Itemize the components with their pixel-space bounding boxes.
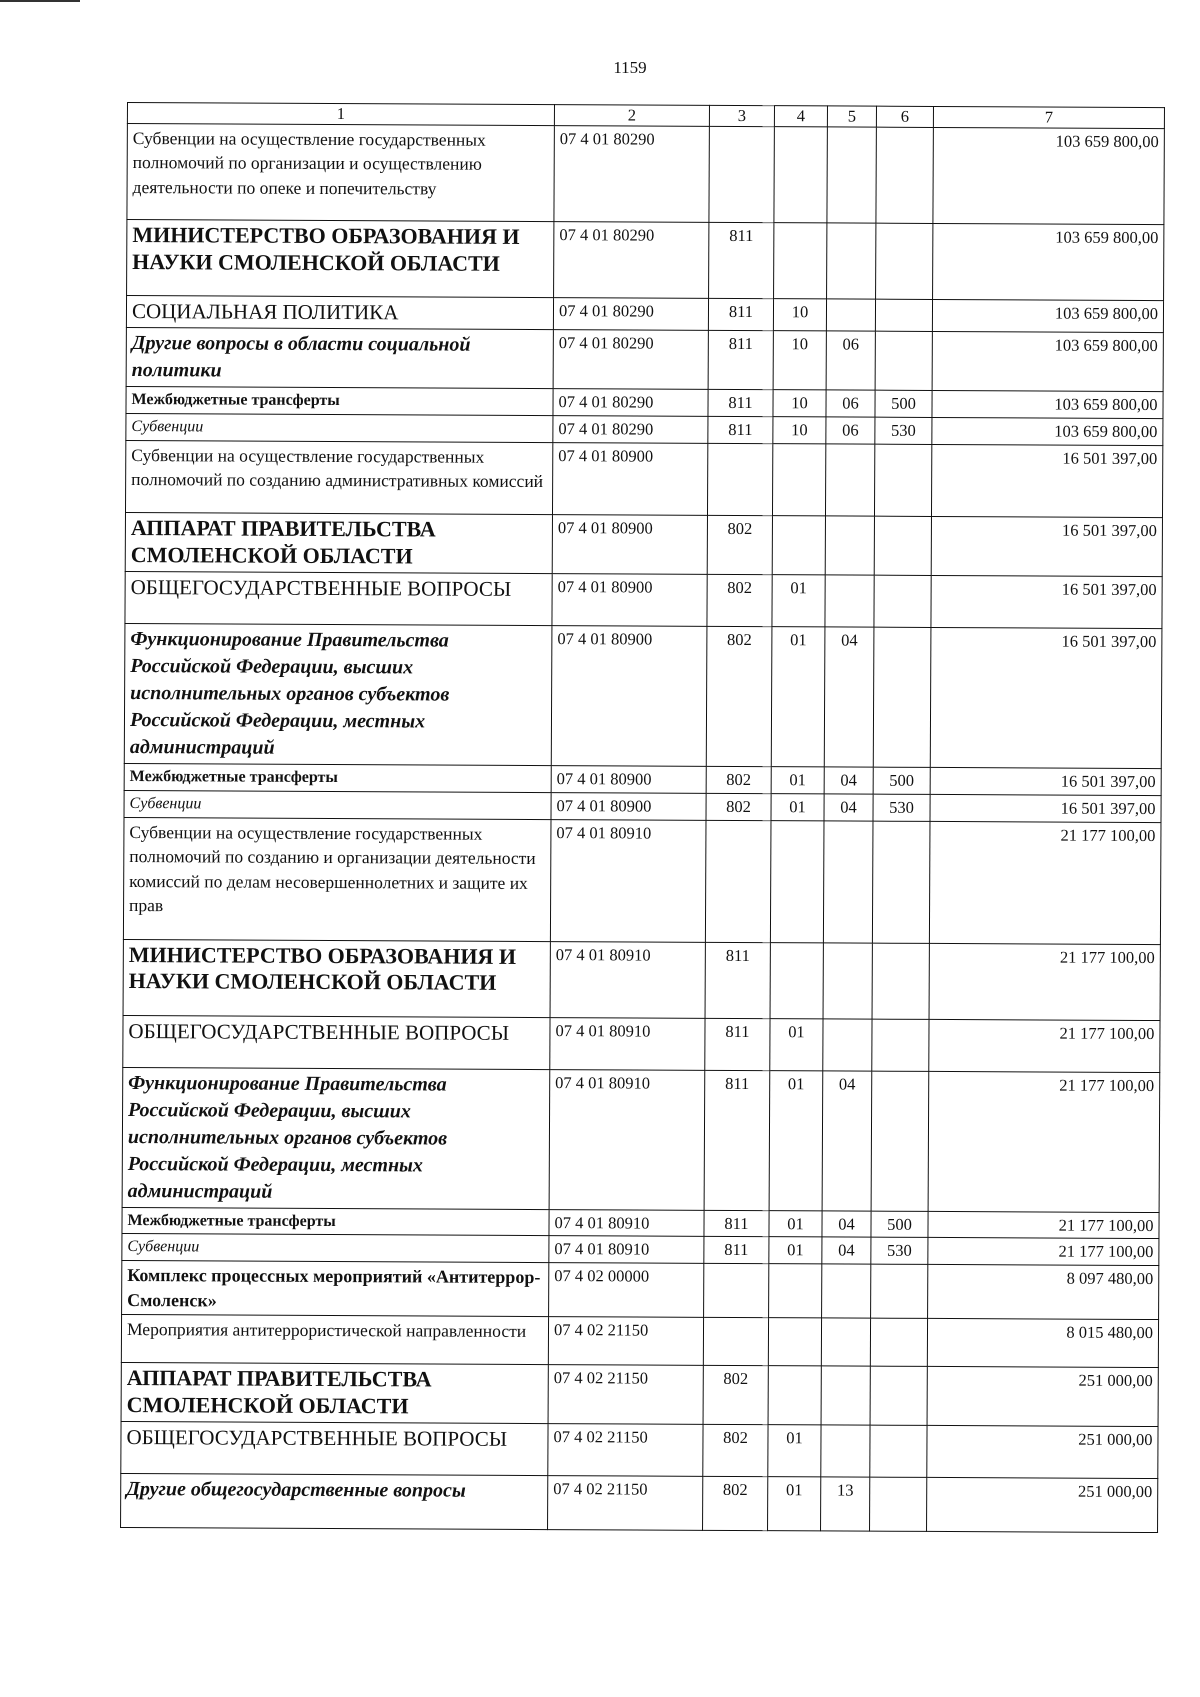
expense-type-cell (870, 1477, 927, 1531)
ministry-code-cell: 802 (707, 574, 772, 626)
expense-type-cell (872, 1019, 929, 1071)
row-name-cell: Мероприятия антитеррористической направленности (121, 1314, 548, 1364)
subsection-code-cell: 04 (822, 1210, 871, 1237)
expense-type-cell (874, 516, 931, 575)
ministry-code-cell: 811 (709, 222, 774, 298)
table-row (125, 440, 1162, 517)
amount-cell: 16 501 397,00 (931, 516, 1162, 576)
amount-cell: 103 659 800,00 (932, 417, 1163, 445)
subsection-code-cell: 04 (822, 1237, 871, 1264)
row-name-cell: Межбюджетные трансферты (126, 387, 553, 416)
target-code-cell: 07 4 02 21150 (548, 1365, 703, 1424)
target-code-cell: 07 4 01 80900 (551, 792, 706, 820)
subsection-code-cell: 04 (824, 793, 873, 820)
target-code-cell: 07 4 01 80900 (552, 515, 707, 574)
row-name-cell: Межбюджетные трансферты (122, 1207, 549, 1236)
row-name-cell: АППАРАТ ПРАВИТЕЛЬСТВА СМОЛЕНСКОЙ ОБЛАСТИ (121, 1362, 548, 1423)
expense-type-cell (870, 1318, 927, 1366)
row-name-cell: Другие общегосударственные вопросы (121, 1473, 548, 1529)
amount-cell: 21 177 100,00 (929, 943, 1160, 1020)
row-name-cell: СОЦИАЛЬНАЯ ПОЛИТИКА (126, 295, 553, 329)
target-code-cell: 07 4 01 80910 (549, 1209, 704, 1237)
target-code-cell: 07 4 01 80290 (553, 330, 708, 390)
subsection-code-cell: 13 (821, 1477, 870, 1531)
section-code-cell: 01 (769, 1210, 822, 1237)
row-name-cell: ОБЩЕГОСУДАРСТВЕННЫЕ ВОПРОСЫ (123, 1015, 550, 1069)
subsection-code-cell (827, 127, 876, 223)
row-name-cell: ОБЩЕГОСУДАРСТВЕННЫЕ ВОПРОСЫ (125, 571, 552, 625)
section-code-cell (769, 1264, 822, 1318)
ministry-code-cell: 811 (708, 298, 773, 331)
ministry-code-cell (707, 443, 772, 515)
table-row (123, 1015, 1160, 1072)
section-code-cell (770, 942, 823, 1018)
section-code-cell (774, 126, 827, 222)
subsection-code-cell (821, 1425, 870, 1477)
column-header: 7 (933, 106, 1164, 128)
section-code-cell (772, 444, 825, 516)
ministry-code-cell (703, 1317, 768, 1365)
table-row (123, 817, 1161, 944)
amount-cell: 16 501 397,00 (930, 794, 1161, 822)
row-name-cell: Субвенции на осуществление государственных полномочий по созданию и организации деятельности комиссий по делам несовершеннолетних и защите их прав (123, 817, 551, 941)
target-code-cell: 07 4 01 80290 (553, 389, 708, 417)
amount-cell: 103 659 800,00 (932, 299, 1163, 332)
expense-type-cell (870, 1366, 927, 1425)
section-code-cell: 01 (771, 626, 825, 766)
amount-cell: 16 501 397,00 (930, 767, 1161, 795)
target-code-cell: 07 4 01 80910 (550, 941, 705, 1018)
target-code-cell: 07 4 01 80290 (553, 297, 708, 330)
amount-cell: 21 177 100,00 (929, 1019, 1160, 1072)
ministry-code-cell (704, 1264, 769, 1318)
row-name-cell: Субвенции (126, 414, 553, 443)
page-number: 1159 (613, 58, 647, 77)
section-code-cell (770, 820, 824, 942)
row-name-cell: АППАРАТ ПРАВИТЕЛЬСТВА СМОЛЕНСКОЙ ОБЛАСТИ (125, 512, 552, 573)
amount-cell: 21 177 100,00 (929, 821, 1161, 944)
ministry-code-cell (709, 126, 774, 222)
scan-edge-line (0, 0, 80, 2)
expense-type-cell (872, 821, 930, 943)
ministry-code-cell: 811 (704, 1210, 769, 1237)
target-code-cell: 07 4 01 80910 (550, 819, 706, 942)
budget-table (120, 102, 1165, 1533)
row-name-cell: Субвенции на осуществление государственных полномочий по организации и осуществлению деятельности по опеке и попечительству (127, 123, 554, 221)
subsection-code-cell: 06 (826, 417, 875, 444)
ministry-code-cell: 811 (708, 416, 773, 443)
section-code-cell: 10 (773, 390, 826, 417)
section-code-cell: 01 (771, 766, 824, 793)
ministry-code-cell: 811 (704, 1070, 770, 1210)
expense-type-cell: 500 (875, 390, 932, 417)
ministry-code-cell: 802 (707, 515, 772, 574)
column-header: 4 (774, 106, 827, 127)
table-row (126, 328, 1163, 392)
table-row (121, 1362, 1158, 1426)
section-code-cell: 01 (771, 793, 824, 820)
row-name-cell: МИНИСТЕРСТВО ОБРАЗОВАНИЯ И НАУКИ СМОЛЕНСКОЙ ОБЛАСТИ (123, 939, 550, 1017)
expense-type-cell (870, 1425, 927, 1477)
subsection-code-cell: 04 (822, 1070, 872, 1210)
ministry-code-cell: 802 (703, 1424, 768, 1476)
table-row (125, 571, 1162, 628)
ministry-code-cell: 811 (704, 1237, 769, 1264)
table-row (122, 1261, 1159, 1320)
ministry-code-cell: 802 (706, 766, 771, 793)
target-code-cell: 07 4 02 21150 (548, 1475, 703, 1530)
table-row (124, 623, 1162, 768)
target-code-cell: 07 4 01 80910 (550, 1017, 705, 1070)
target-code-cell: 07 4 01 80900 (551, 625, 707, 766)
row-name-cell: Комплекс процессных мероприятий «Антитеррор-Смоленск» (122, 1261, 549, 1317)
amount-cell: 103 659 800,00 (933, 127, 1164, 224)
subsection-code-cell (822, 1264, 871, 1318)
section-code-cell: 10 (773, 417, 826, 444)
column-header: 6 (876, 106, 933, 127)
subsection-code-cell (825, 575, 874, 627)
amount-cell: 16 501 397,00 (931, 444, 1162, 517)
table-row (122, 1067, 1160, 1212)
row-name-cell: ОБЩЕГОСУДАРСТВЕННЫЕ ВОПРОСЫ (121, 1421, 548, 1475)
amount-cell: 8 097 480,00 (928, 1265, 1159, 1320)
column-header: 1 (127, 103, 554, 126)
expense-type-cell: 530 (875, 417, 932, 444)
section-code-cell: 01 (768, 1424, 821, 1476)
subsection-code-cell: 04 (824, 627, 874, 767)
column-header: 3 (709, 105, 774, 126)
subsection-code-cell (825, 516, 874, 575)
subsection-code-cell: 06 (826, 390, 875, 417)
amount-cell: 103 659 800,00 (932, 332, 1163, 392)
section-code-cell: 01 (768, 1476, 821, 1530)
subsection-code-cell: 06 (826, 331, 875, 390)
amount-cell: 16 501 397,00 (931, 575, 1162, 628)
section-code-cell: 01 (772, 574, 825, 626)
table-row (126, 295, 1163, 332)
target-code-cell: 07 4 01 80900 (551, 765, 706, 793)
target-code-cell: 07 4 01 80290 (554, 221, 709, 298)
subsection-code-cell (821, 1366, 870, 1425)
subsection-code-cell: 04 (824, 767, 873, 794)
amount-cell: 8 015 480,00 (927, 1318, 1158, 1367)
section-code-cell (768, 1366, 821, 1425)
subsection-code-cell (823, 820, 873, 942)
row-name-cell: МИНИСТЕРСТВО ОБРАЗОВАНИЯ И НАУКИ СМОЛЕНСКОЙ ОБЛАСТИ (127, 219, 554, 297)
expense-type-cell: 530 (873, 794, 930, 821)
section-code-cell: 01 (770, 1018, 823, 1070)
table-row (121, 1473, 1158, 1532)
expense-type-cell (875, 331, 932, 390)
row-name-cell: Функционирование Правительства Российской Федерации, высших исполнительных органов субъектов Российской Федерации, местных администраций (122, 1067, 550, 1209)
expense-type-cell: 500 (871, 1211, 928, 1238)
amount-cell: 251 000,00 (927, 1477, 1158, 1532)
target-code-cell: 07 4 01 80910 (549, 1236, 704, 1264)
ministry-code-cell: 802 (703, 1365, 768, 1424)
subsection-code-cell (825, 444, 874, 516)
row-name-cell: Функционирование Правительства Российской Федерации, высших исполнительных органов субъектов Российской Федерации, местных администраций (124, 623, 552, 765)
subsection-code-cell (823, 942, 872, 1018)
target-code-cell: 07 4 01 80290 (553, 416, 708, 444)
section-code-cell (772, 516, 825, 575)
ministry-code-cell: 811 (708, 389, 773, 416)
expense-type-cell (876, 223, 933, 299)
row-name-cell: Другие вопросы в области социальной политики (126, 328, 553, 389)
subsection-code-cell (826, 299, 875, 332)
expense-type-cell (874, 444, 931, 516)
table-row (127, 219, 1164, 300)
column-header: 5 (827, 106, 876, 127)
expense-type-cell (876, 127, 933, 223)
expense-type-cell (871, 1265, 928, 1319)
expense-type-cell (873, 627, 931, 767)
column-header: 2 (554, 105, 709, 127)
amount-cell: 21 177 100,00 (928, 1071, 1160, 1212)
amount-cell: 16 501 397,00 (930, 627, 1162, 768)
subsection-code-cell (823, 1018, 872, 1070)
row-name-cell: Субвенции (122, 1234, 549, 1263)
expense-type-cell: 500 (873, 767, 930, 794)
table-row (125, 512, 1162, 576)
table-row (123, 939, 1160, 1020)
amount-cell: 251 000,00 (927, 1366, 1158, 1426)
expense-type-cell (871, 1071, 929, 1211)
section-code-cell: 10 (773, 298, 826, 331)
amount-cell: 103 659 800,00 (932, 391, 1163, 419)
table-row (121, 1421, 1158, 1478)
expense-type-cell: 530 (871, 1238, 928, 1265)
section-code-cell: 01 (769, 1237, 822, 1264)
ministry-code-cell: 811 (705, 942, 770, 1018)
row-name-cell: Межбюджетные трансферты (124, 763, 551, 792)
section-code-cell (774, 222, 827, 298)
ministry-code-cell: 802 (706, 793, 771, 820)
amount-cell: 251 000,00 (927, 1425, 1158, 1478)
ministry-code-cell: 811 (708, 330, 773, 389)
target-code-cell: 07 4 01 80900 (552, 443, 707, 516)
amount-cell: 21 177 100,00 (928, 1211, 1159, 1239)
ministry-code-cell: 811 (705, 1018, 770, 1070)
expense-type-cell (872, 943, 929, 1019)
target-code-cell: 07 4 01 80910 (549, 1069, 705, 1210)
row-name-cell: Субвенции на осуществление государственных полномочий по созданию административных комиссий (125, 440, 552, 514)
subsection-code-cell (821, 1318, 870, 1366)
row-name-cell: Субвенции (124, 790, 551, 819)
target-code-cell: 07 4 02 21150 (548, 1423, 703, 1476)
amount-cell: 21 177 100,00 (928, 1238, 1159, 1266)
table-row (121, 1314, 1158, 1367)
target-code-cell: 07 4 02 00000 (549, 1263, 704, 1317)
subsection-code-cell (827, 223, 876, 299)
target-code-cell: 07 4 01 80900 (552, 573, 707, 626)
section-code-cell (768, 1318, 821, 1366)
section-code-cell: 10 (773, 331, 826, 390)
ministry-code-cell: 802 (706, 626, 772, 766)
ministry-code-cell (705, 820, 771, 942)
ministry-code-cell: 802 (703, 1476, 768, 1530)
table-row (127, 123, 1164, 224)
expense-type-cell (874, 575, 931, 627)
target-code-cell: 07 4 02 21150 (548, 1317, 703, 1366)
section-code-cell: 01 (769, 1070, 823, 1210)
amount-cell: 103 659 800,00 (933, 223, 1164, 300)
target-code-cell: 07 4 01 80290 (554, 125, 709, 222)
expense-type-cell (875, 299, 932, 332)
